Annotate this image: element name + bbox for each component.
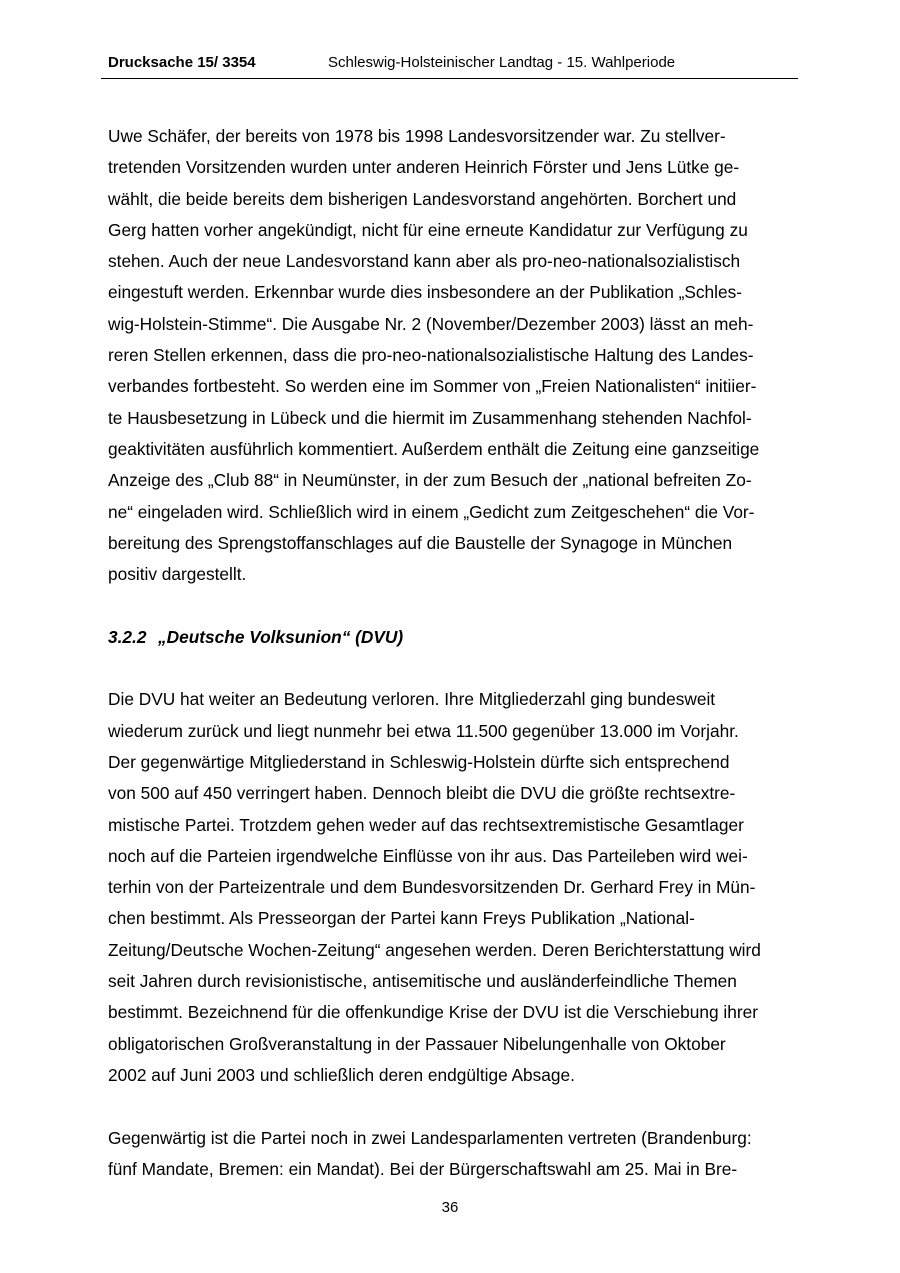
text-line: chen bestimmt. Als Presseorgan der Partei kann Freys Publikation „National- bbox=[108, 908, 695, 929]
paragraph bbox=[108, 1123, 798, 1186]
section-title: „Deutsche Volksunion“ (DVU) bbox=[158, 626, 404, 647]
text-line: von 500 auf 450 verringert haben. Dennoch bleibt die DVU die größte rechtsextre- bbox=[108, 783, 736, 804]
paragraph-spacer bbox=[108, 1091, 798, 1122]
document-number: Drucksache 15/ 3354 bbox=[108, 54, 256, 71]
text-line: mistische Partei. Trotzdem gehen weder auf das rechtsextremistische Gesamtlager bbox=[108, 814, 744, 835]
text-line: wig-Holstein-Stimme“. Die Ausgabe Nr. 2 (November/Dezember 2003) lässt an meh- bbox=[108, 313, 754, 334]
document-title: Schleswig-Holsteinischer Landtag - 15. Wahlperiode bbox=[328, 54, 676, 71]
text-line: wählt, die beide bereits dem bisherigen Landesvorstand angehörten. Borchert und bbox=[108, 188, 737, 209]
text-line: 2002 auf Juni 2003 und schließlich deren endgültige Absage. bbox=[108, 1064, 575, 1085]
page-number: 36 bbox=[441, 1199, 459, 1216]
text-line: terhin von der Parteizentrale und dem Bundesvorsitzenden Dr. Gerhard Frey in Mün- bbox=[108, 877, 756, 898]
text-line: reren Stellen erkennen, dass die pro-neo-nationalsozialistische Haltung des Landes- bbox=[108, 345, 754, 366]
page-body bbox=[108, 121, 798, 1185]
paragraph-spacer bbox=[108, 653, 798, 684]
text-line: eingestuft werden. Erkennbar wurde dies insbesondere an der Publikation „Schles- bbox=[108, 282, 743, 303]
text-line: fünf Mandate, Bremen: ein Mandat). Bei der Bürgerschaftswahl am 25. Mai in Bre- bbox=[108, 1158, 738, 1179]
text-line: ne“ eingeladen wird. Schließlich wird in einem „Gedicht zum Zeitgeschehen“ die Vor- bbox=[108, 501, 755, 522]
text-line: bereitung des Sprengstoffanschlages auf die Baustelle der Synagoge in München bbox=[108, 532, 733, 553]
text-line: stehen. Auch der neue Landesvorstand kann aber als pro-neo-nationalsozialistisch bbox=[108, 251, 741, 272]
text-line: Uwe Schäfer, der bereits von 1978 bis 1998 Landesvorsitzender war. Zu stellver- bbox=[108, 126, 726, 146]
text-line: te Hausbesetzung in Lübeck und die hiermit im Zusammenhang stehenden Nachfol- bbox=[108, 407, 752, 428]
text-line: noch auf die Parteien irgendwelche Einflüsse von ihr aus. Das Parteileben wird wei- bbox=[108, 845, 748, 866]
text-line: bestimmt. Bezeichnend für die offenkundige Krise der DVU ist die Verschiebung ihrer bbox=[108, 1002, 758, 1023]
text-line: wiederum zurück und liegt nunmehr bei etwa 11.500 gegenüber 13.000 im Vorjahr. bbox=[108, 720, 739, 741]
text-line: Anzeige des „Club 88“ in Neumünster, in der zum Besuch der „national befreiten Zo- bbox=[108, 470, 752, 491]
text-line: verbandes fortbesteht. So werden eine im Sommer von „Freien Nationalisten“ initiier- bbox=[108, 376, 757, 397]
text-line: geaktivitäten ausführlich kommentiert. Außerdem enthält die Zeitung eine ganzseitige bbox=[108, 438, 760, 459]
text-line: Gerg hatten vorher angekündigt, nicht für eine erneute Kandidatur zur Verfügung zu bbox=[108, 219, 748, 240]
section-heading bbox=[108, 622, 798, 653]
text-line: Zeitung/Deutsche Wochen-Zeitung“ angesehen werden. Deren Berichterstattung wird bbox=[108, 939, 761, 960]
text-line: Der gegenwärtige Mitgliederstand in Schleswig-Holstein dürfte sich entsprechend bbox=[108, 751, 730, 772]
text-line: Gegenwärtig ist die Partei noch in zwei Landesparlamenten vertreten (Brandenburg: bbox=[108, 1127, 752, 1148]
page-header bbox=[101, 52, 798, 79]
text-line: obligatorischen Großveranstaltung in der Passauer Nibelungenhalle von Oktober bbox=[108, 1033, 726, 1054]
text-line: tretenden Vorsitzenden wurden unter anderen Heinrich Förster und Jens Lütke ge- bbox=[108, 157, 740, 178]
paragraph-spacer bbox=[108, 590, 798, 621]
section-number: 3.2.2 bbox=[108, 626, 147, 647]
paragraph bbox=[108, 121, 798, 590]
paragraph bbox=[108, 684, 798, 1091]
text-line: seit Jahren durch revisionistische, antisemitische und ausländerfeindliche Themen bbox=[108, 971, 737, 992]
text-line: Die DVU hat weiter an Bedeutung verloren. Ihre Mitgliederzahl ging bundesweit bbox=[108, 689, 716, 710]
text-line: positiv dargestellt. bbox=[108, 564, 247, 585]
